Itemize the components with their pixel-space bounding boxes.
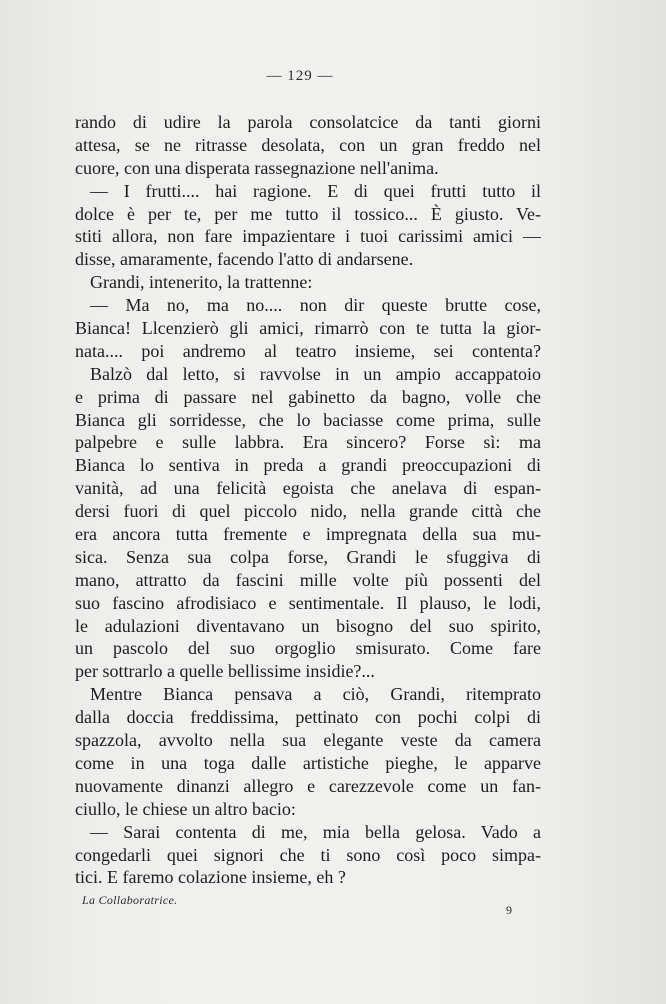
page-text bbox=[75, 111, 541, 889]
paragraph bbox=[75, 180, 541, 272]
paragraph bbox=[75, 683, 541, 820]
paragraph bbox=[75, 821, 541, 890]
text-line: spazzola, avvolto nella sua elegante veste da camera bbox=[75, 730, 541, 751]
paragraph bbox=[75, 363, 541, 683]
paragraph bbox=[75, 294, 541, 363]
text-line: ciullo, le chiese un altro bacio: bbox=[75, 798, 296, 819]
text-line: disse, amaramente, facendo l'atto di andarsene. bbox=[75, 249, 414, 270]
text-line: nata.... poi andremo al teatro insieme, sei contenta? bbox=[75, 340, 541, 361]
text-line: tici. E faremo colazione insieme, eh ? bbox=[75, 867, 346, 888]
page-number: — 129 — bbox=[266, 68, 334, 84]
text-line: — Sarai contenta di me, mia bella gelosa. Vado a bbox=[90, 821, 541, 842]
text-line: attesa, se ne ritrasse desolata, con un gran freddo nel bbox=[75, 134, 541, 155]
text-line: rando di udire la parola consolatcice da tanti giorni bbox=[75, 112, 541, 132]
text-line: Bianca! Llcenzierò gli amici, rimarrò con te tutta la gior- bbox=[75, 318, 541, 339]
signature-number: 9 bbox=[506, 903, 512, 917]
text-line: dolce è per te, per me tutto il tossico... È giusto. Ve- bbox=[75, 203, 541, 224]
paragraph bbox=[75, 111, 541, 180]
text-line: suo fascino afrodisiaco e sentimentale. Il plauso, le lodi, bbox=[75, 592, 541, 613]
text-line: Bianca lo sentiva in preda a grandi preoccupazioni di bbox=[75, 455, 541, 476]
text-line: un pascolo del suo orgoglio smisurato. Come fare bbox=[75, 638, 541, 659]
text-line: Mentre Bianca pensava a ciò, Grandi, ritemprato bbox=[90, 684, 541, 705]
signature-mark: La Collaboratrice. bbox=[82, 893, 178, 907]
text-line: Grandi, intenerito, la trattenne: bbox=[90, 272, 313, 293]
text-line: palpebre e sulle labbra. Era sincero? Forse sì: ma bbox=[75, 432, 541, 453]
text-line: le adulazioni diventavano un bisogno del suo spirito, bbox=[75, 615, 541, 636]
text-line: congedarli quei signori che ti sono così poco simpa- bbox=[75, 844, 541, 865]
text-line: e prima di passare nel gabinetto da bagno, volle che bbox=[75, 386, 541, 407]
text-line: mano, attratto da fascini mille volte più possenti del bbox=[75, 569, 541, 590]
text-line: come in una toga dalle artistiche pieghe, le apparve bbox=[75, 752, 541, 773]
text-line: — Ma no, ma no.... non dir queste brutte cose, bbox=[90, 295, 541, 316]
text-line: stiti allora, non fare impazientare i tuoi carissimi amici — bbox=[75, 226, 541, 247]
text-line: era ancora tutta fremente e impregnata della sua mu- bbox=[75, 524, 541, 545]
text-line: — I frutti.... hai ragione. E di quei frutti tutto il bbox=[90, 180, 541, 201]
text-line: dalla doccia freddissima, pettinato con pochi colpi di bbox=[75, 707, 541, 728]
text-line: vanità, ad una felicità egoista che anelava di espan- bbox=[75, 478, 541, 499]
text-line: cuore, con una disperata rassegnazione nell'anima. bbox=[75, 157, 439, 178]
text-line: Balzò dal letto, si ravvolse in un ampio accappatoio bbox=[90, 363, 541, 384]
text-line: nuovamente dinanzi allegro e carezzevole come un fan- bbox=[75, 775, 541, 796]
text-line: sica. Senza sua colpa forse, Grandi le sfuggiva di bbox=[75, 546, 541, 567]
text-line: Bianca gli sorridesse, che lo baciasse come prima, sulle bbox=[75, 409, 541, 430]
paragraph bbox=[75, 271, 541, 294]
text-line: dersi fuori di quel piccolo nido, nella grande città che bbox=[75, 501, 541, 522]
text-line: per sottrarlo a quelle bellissime insidie?... bbox=[75, 661, 375, 682]
